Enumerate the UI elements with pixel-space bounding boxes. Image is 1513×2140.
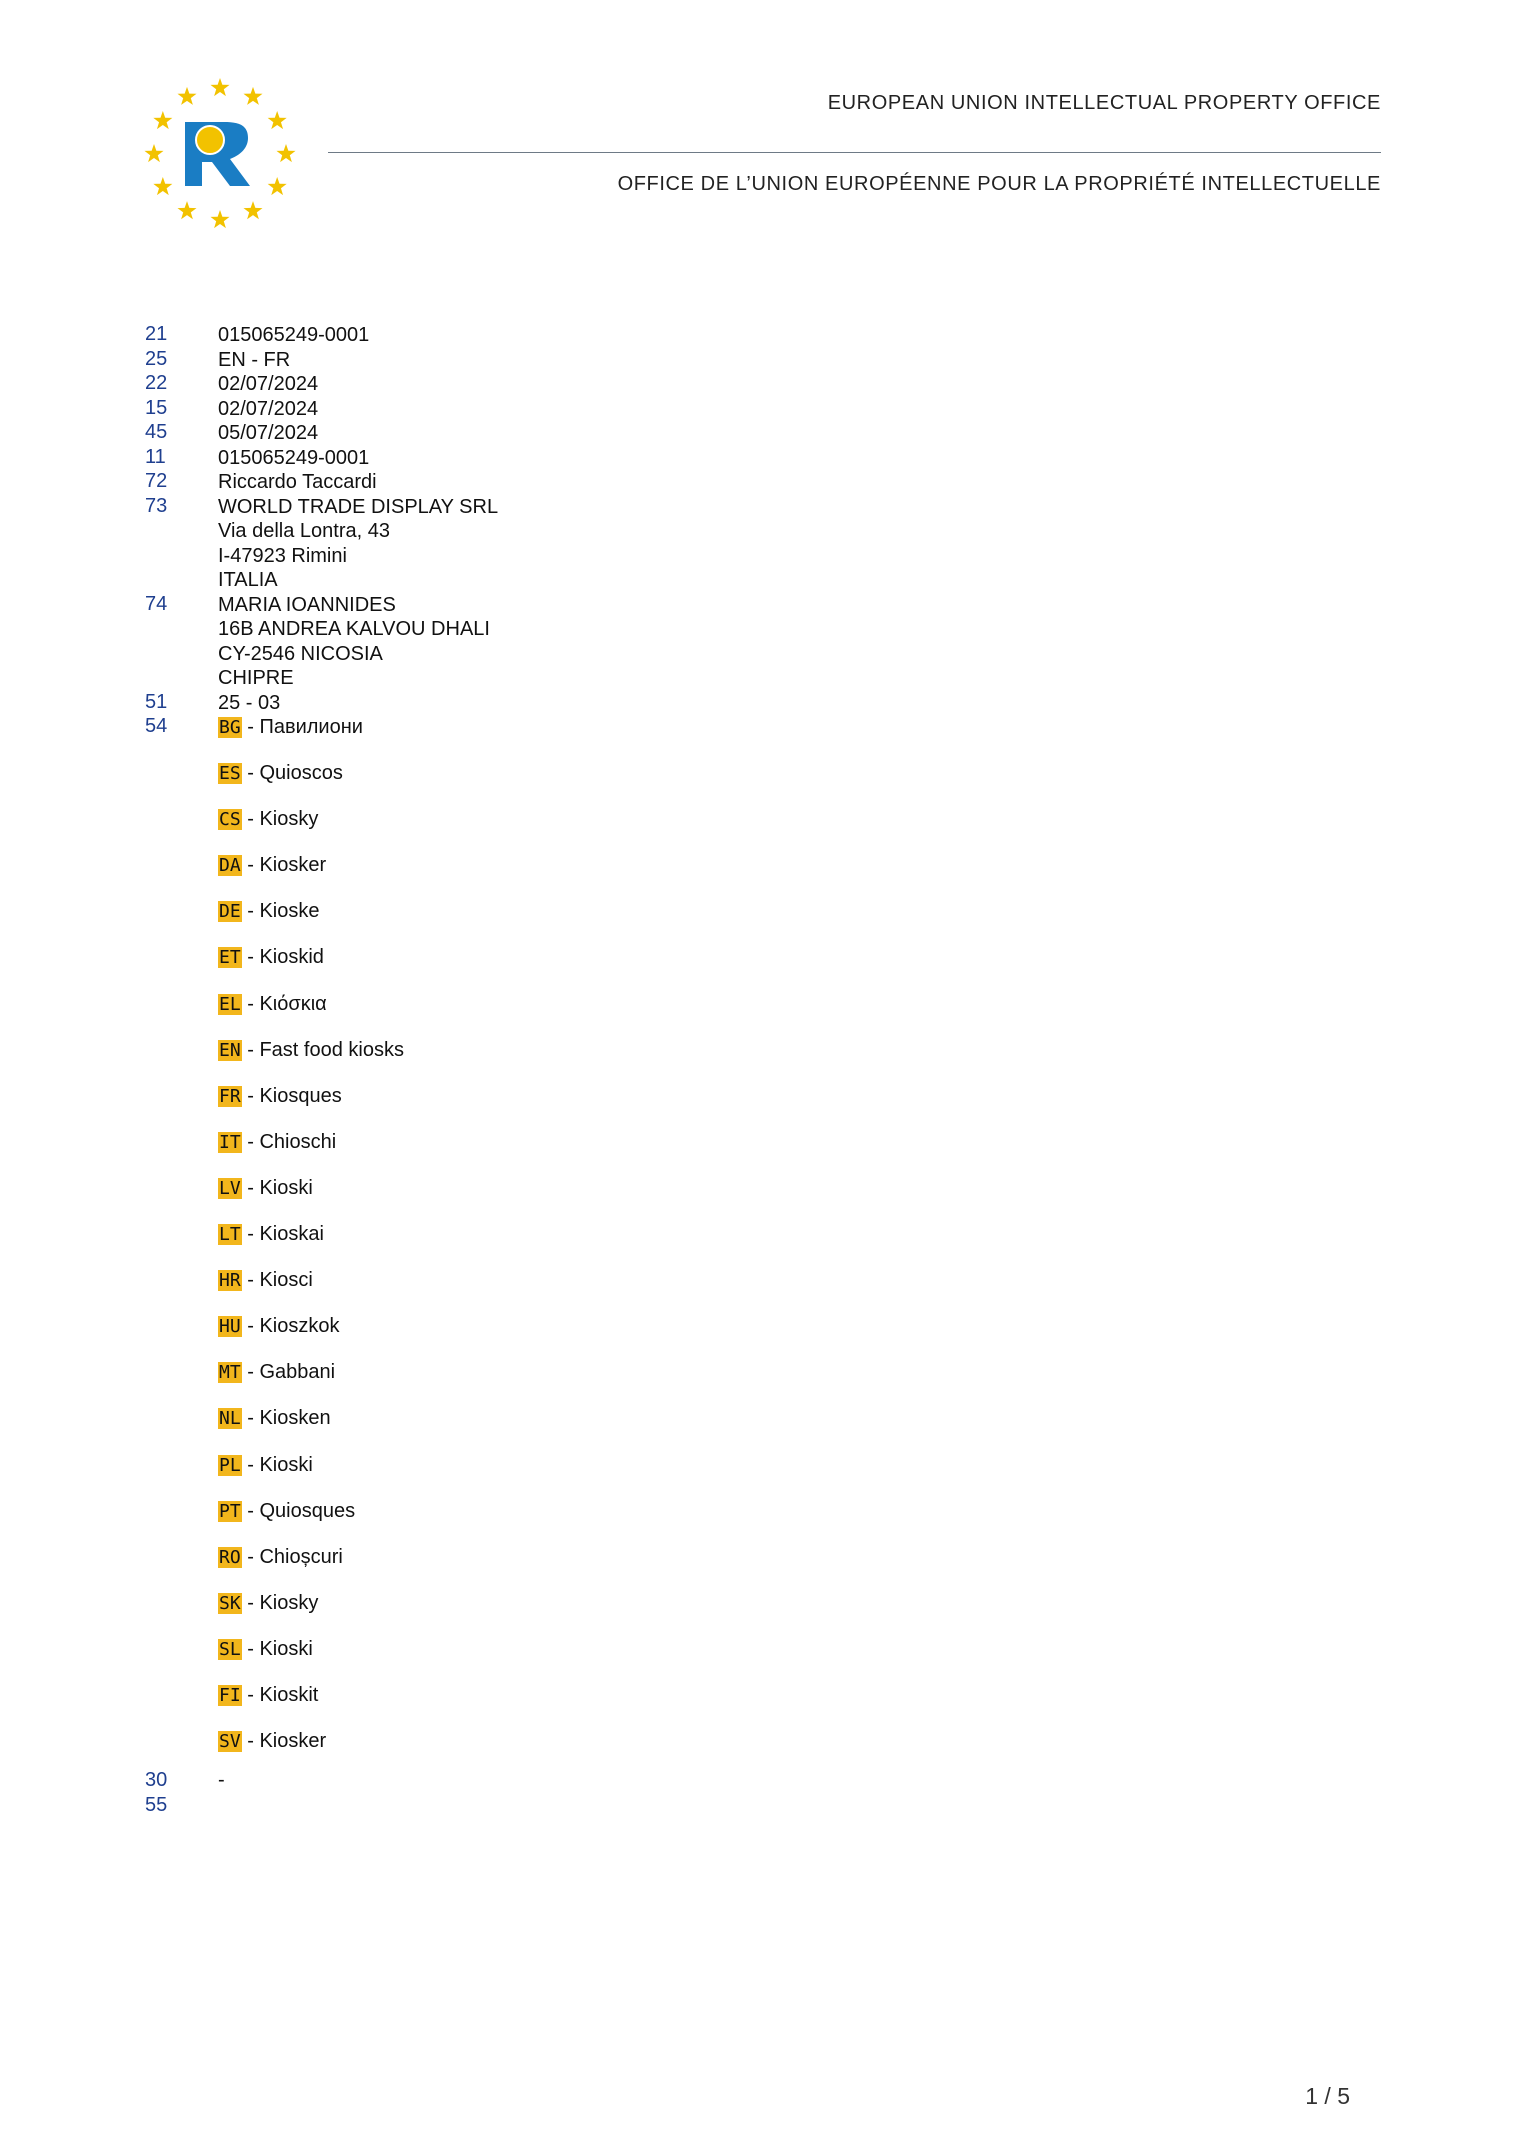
logo-star-icon xyxy=(153,177,172,195)
language-code-badge: LV xyxy=(219,1177,241,1199)
product-text: - Chioșcuri xyxy=(241,1545,343,1568)
field-value: 16B ANDREA KALVOU DHALI xyxy=(218,618,490,640)
product-item xyxy=(218,715,404,761)
logo-star-icon xyxy=(276,144,295,162)
field-value: CY-2546 NICOSIA xyxy=(218,642,383,665)
language-code-badge: CS xyxy=(219,809,241,831)
field-row xyxy=(145,495,498,593)
logo-star-icon xyxy=(268,177,287,195)
language-code-badge: FI xyxy=(219,1684,241,1706)
product-item xyxy=(218,945,404,991)
euipo-logo xyxy=(140,74,300,234)
product-item xyxy=(218,1314,404,1360)
language-code-badge: LT xyxy=(219,1224,241,1246)
product-item xyxy=(218,761,404,807)
header-title-fr: OFFICE DE L’UNION EUROPÉENNE POUR LA PROPRIÉTÉ INTELLECTUELLE xyxy=(617,173,1381,195)
language-code-badge: EN xyxy=(219,1039,241,1061)
product-item xyxy=(218,1406,404,1452)
field-row xyxy=(145,397,318,422)
logo-star-icon xyxy=(153,111,172,129)
language-code-badge: SK xyxy=(219,1592,241,1614)
product-text: - Kiosques xyxy=(241,1084,342,1107)
logo-star-icon xyxy=(243,87,262,105)
product-text: - Fast food kiosks xyxy=(241,1038,404,1061)
product-text: - Kioske xyxy=(241,900,320,923)
product-item xyxy=(218,1360,404,1406)
field-code: 25 xyxy=(145,347,168,370)
field-code: 54 xyxy=(145,715,168,737)
product-item xyxy=(218,1545,404,1591)
field-code: 30 xyxy=(145,1769,168,1792)
product-text: - Kiosci xyxy=(241,1269,313,1292)
header-title-en: EUROPEAN UNION INTELLECTUAL PROPERTY OFFICE xyxy=(827,92,1381,114)
field-row xyxy=(145,1794,218,1817)
language-code-badge: PT xyxy=(219,1500,241,1522)
field-row xyxy=(145,1769,225,1792)
field-value: - xyxy=(218,1769,225,1792)
product-item xyxy=(218,1591,404,1637)
language-code-badge: ET xyxy=(219,947,241,969)
field-row xyxy=(145,446,369,471)
field-code: 55 xyxy=(145,1793,168,1816)
product-item xyxy=(218,899,404,945)
field-row xyxy=(145,421,318,446)
language-code-badge: DA xyxy=(219,855,241,877)
product-text: - Kiosker xyxy=(241,1730,327,1753)
field-value: WORLD TRADE DISPLAY SRL xyxy=(218,495,499,518)
field-value: CHIPRE xyxy=(218,667,294,689)
field-value: ITALIA xyxy=(218,569,278,591)
field-code: 45 xyxy=(145,421,168,443)
field-code: 74 xyxy=(145,592,168,615)
logo-star-icon xyxy=(210,78,229,96)
logo-star-icon xyxy=(177,87,196,105)
product-item xyxy=(218,807,404,853)
product-text: - Kioski xyxy=(241,1637,313,1660)
header-divider xyxy=(328,152,1381,153)
product-text: - Quiosques xyxy=(241,1499,356,1522)
field-code: 15 xyxy=(145,396,168,419)
language-code-badge: EL xyxy=(219,993,241,1015)
field-row xyxy=(145,348,290,373)
product-text: - Kiosky xyxy=(241,808,319,831)
field-value: Riccardo Taccardi xyxy=(218,471,377,493)
product-item xyxy=(218,1499,404,1545)
field-row xyxy=(145,372,318,397)
language-code-badge: HU xyxy=(219,1316,241,1338)
field-value: 015065249-0001 xyxy=(218,324,370,346)
field-value: Via della Lontra, 43 xyxy=(218,520,390,542)
language-code-badge: SV xyxy=(219,1731,241,1753)
product-item xyxy=(218,1038,404,1084)
products-row xyxy=(145,715,404,1775)
field-value: 05/07/2024 xyxy=(218,422,319,444)
page-number: 1 / 5 xyxy=(1305,2083,1350,2109)
product-text: - Kioskai xyxy=(241,1223,324,1246)
product-item xyxy=(218,992,404,1038)
logo-star-icon xyxy=(177,201,196,219)
field-value: 25 - 03 xyxy=(218,691,281,714)
product-item xyxy=(218,1084,404,1130)
product-item xyxy=(218,1683,404,1729)
field-row xyxy=(145,470,377,495)
field-value: I-47923 Rimini xyxy=(218,544,347,567)
language-code-badge: DE xyxy=(219,901,241,923)
product-text: - Kioskid xyxy=(241,946,324,969)
field-code: 51 xyxy=(145,690,168,713)
language-code-badge: HR xyxy=(219,1270,241,1292)
field-value: 02/07/2024 xyxy=(218,397,319,420)
field-code: 72 xyxy=(145,470,168,492)
product-item xyxy=(218,1637,404,1683)
field-code: 22 xyxy=(145,372,168,394)
product-text: - Kioskit xyxy=(241,1683,319,1706)
logo-star-icon xyxy=(210,210,229,228)
language-code-badge: RO xyxy=(219,1546,241,1568)
product-text: - Kioski xyxy=(241,1453,313,1476)
field-code: 11 xyxy=(145,445,166,468)
language-code-badge: ES xyxy=(219,763,241,785)
product-text: - Chioschi xyxy=(241,1130,337,1153)
field-value: EN - FR xyxy=(218,348,291,371)
product-text: - Kiosken xyxy=(241,1407,331,1430)
product-item xyxy=(218,1453,404,1499)
product-text: - Павилиони xyxy=(241,716,363,738)
product-item xyxy=(218,853,404,899)
field-code: 21 xyxy=(145,323,168,345)
product-text: - Kiosker xyxy=(241,854,327,877)
logo-sun xyxy=(196,126,224,154)
language-code-badge: BG xyxy=(219,717,241,738)
product-text: - Gabbani xyxy=(241,1361,336,1384)
logo-star-icon xyxy=(144,144,163,162)
product-text: - Kioszkok xyxy=(241,1315,340,1338)
product-text: - Κιόσκια xyxy=(241,992,327,1015)
product-item xyxy=(218,1268,404,1314)
language-code-badge: IT xyxy=(219,1131,241,1153)
language-code-badge: FR xyxy=(219,1085,241,1107)
field-value: 015065249-0001 xyxy=(218,446,370,469)
logo-star-icon xyxy=(268,111,287,129)
language-code-badge: NL xyxy=(219,1408,241,1430)
language-code-badge: MT xyxy=(219,1362,241,1384)
logo-star-icon xyxy=(243,201,262,219)
product-item xyxy=(218,1729,404,1775)
field-row xyxy=(145,593,490,691)
field-value: MARIA IOANNIDES xyxy=(218,593,396,616)
language-code-badge: SL xyxy=(219,1638,241,1660)
field-row xyxy=(145,323,369,348)
field-value: 02/07/2024 xyxy=(218,373,319,395)
product-item xyxy=(218,1176,404,1222)
product-item xyxy=(218,1130,404,1176)
language-code-badge: PL xyxy=(219,1454,241,1476)
field-code: 73 xyxy=(145,494,168,517)
product-text: - Kiosky xyxy=(241,1591,319,1614)
field-row xyxy=(145,691,280,716)
product-text: - Quioscos xyxy=(241,762,343,785)
product-item xyxy=(218,1222,404,1268)
product-text: - Kioski xyxy=(241,1176,313,1199)
